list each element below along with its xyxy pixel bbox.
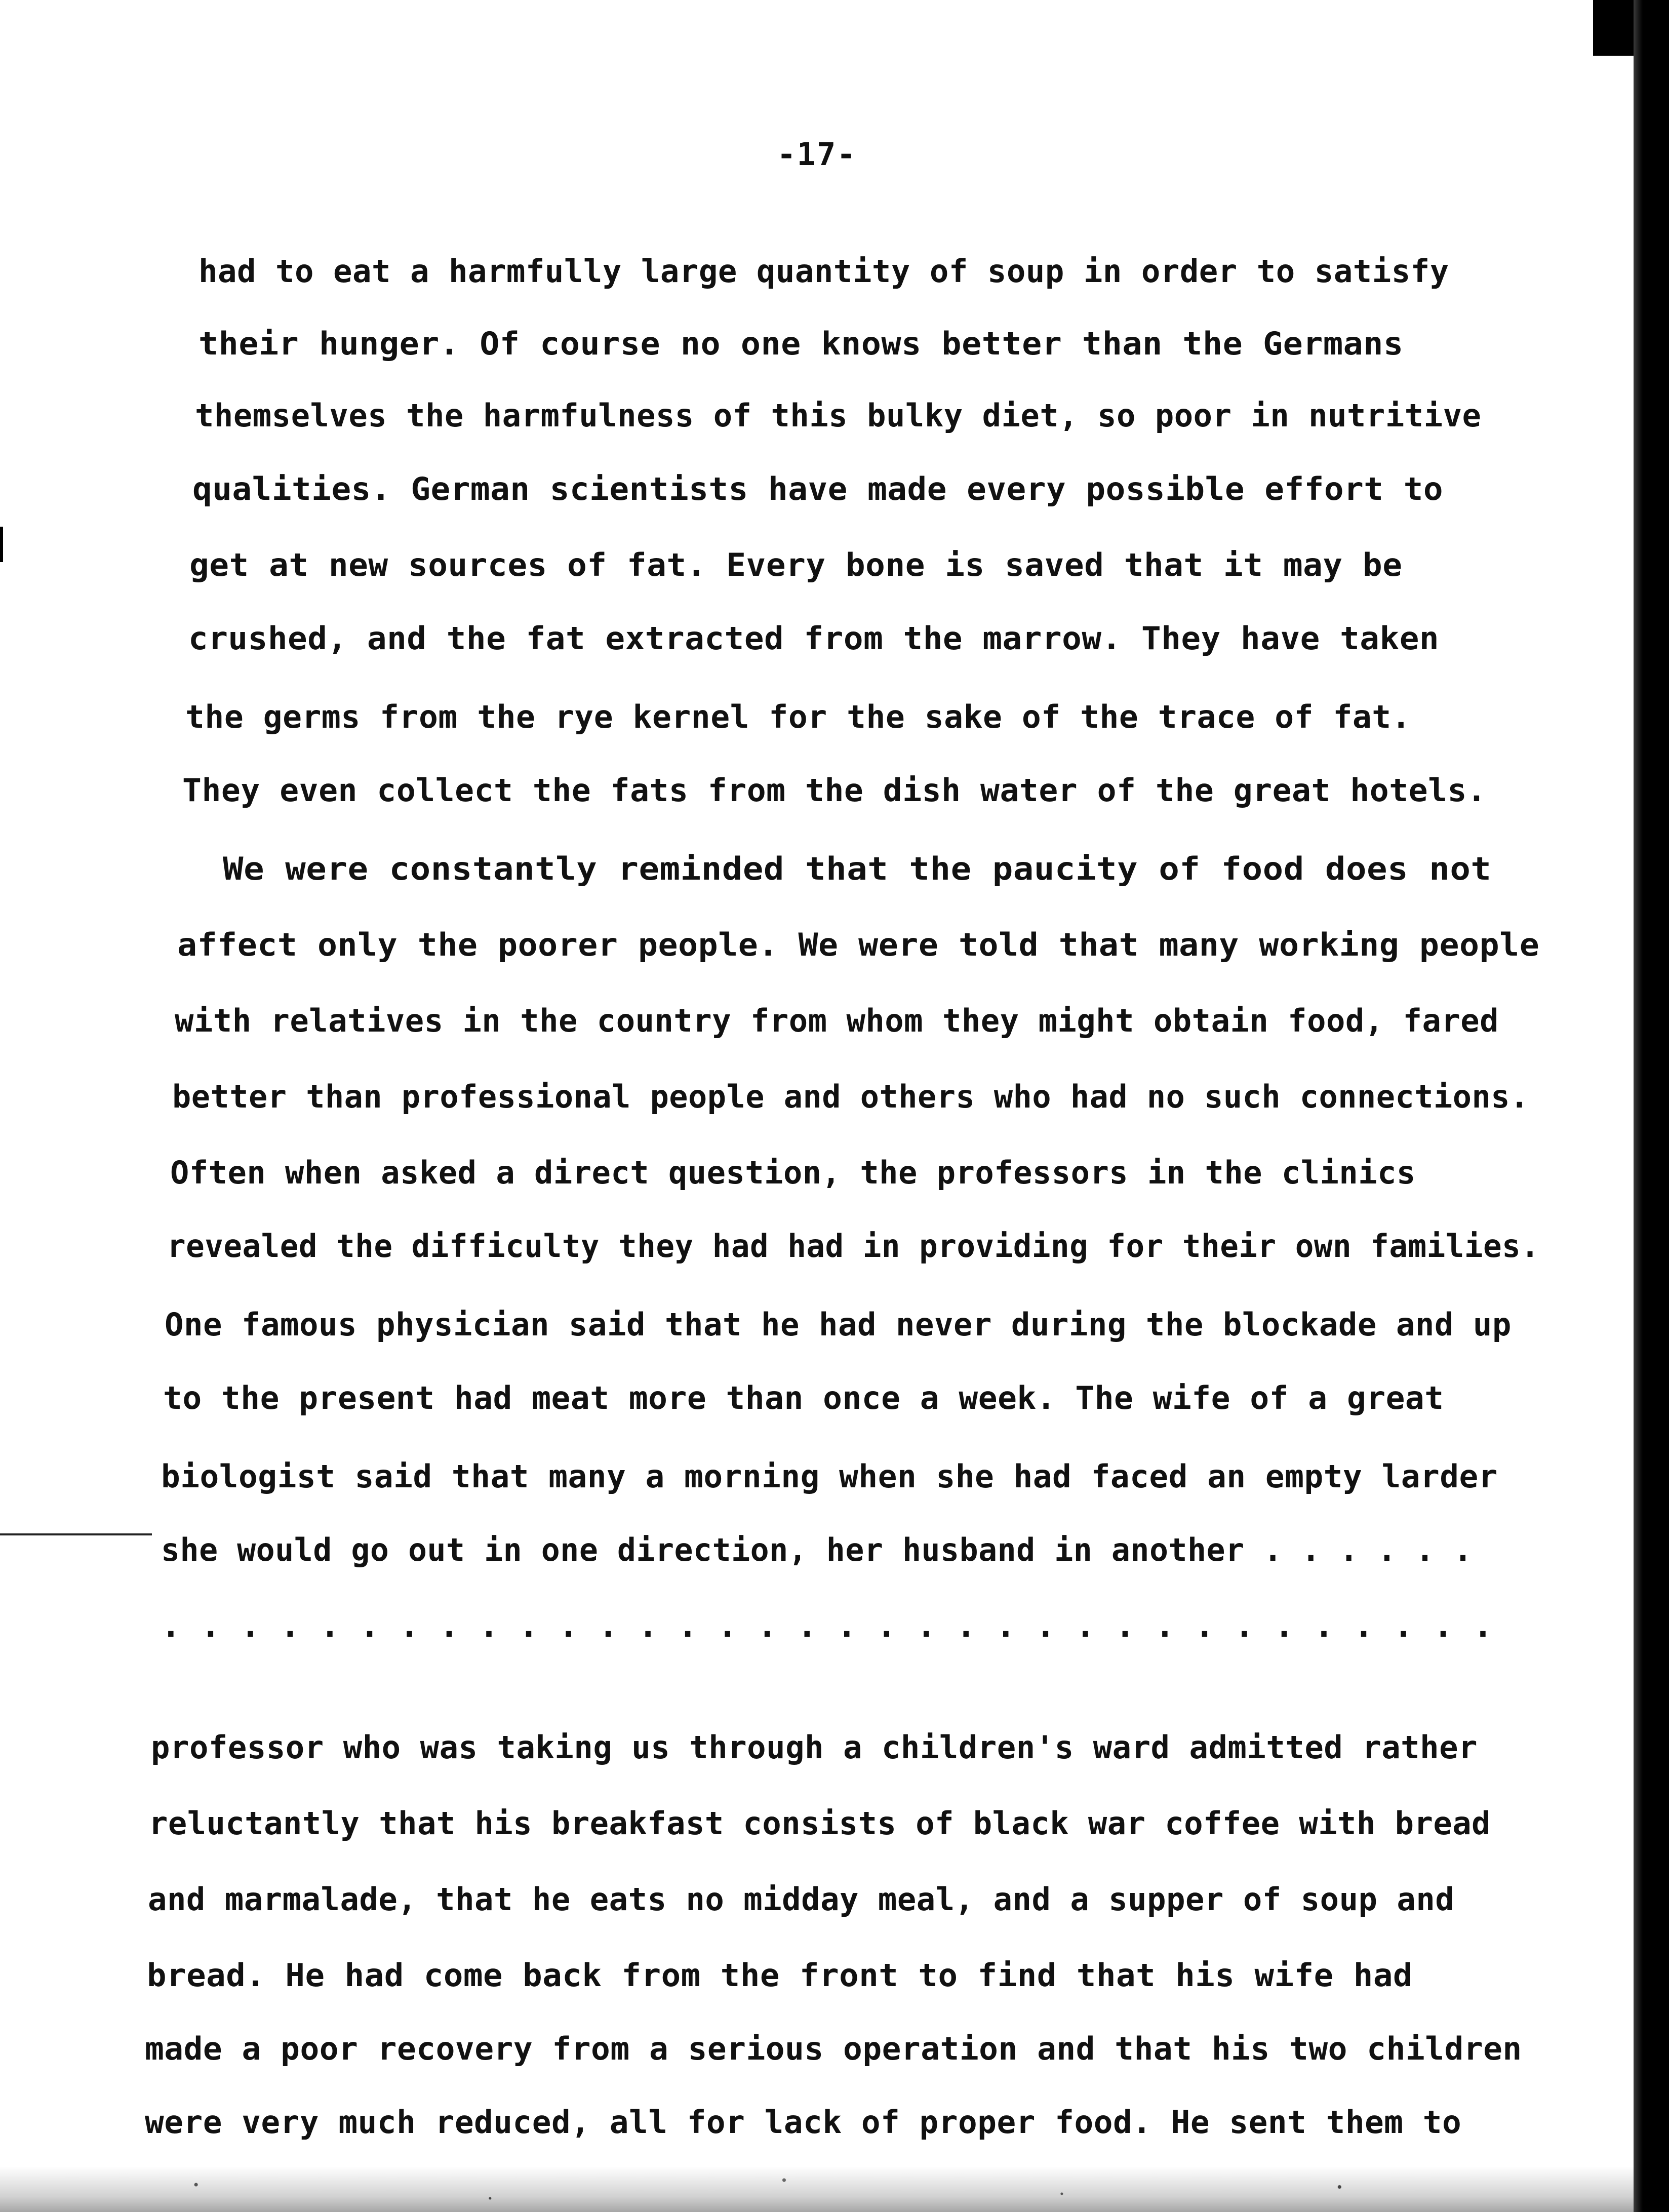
- text-line: professor who was taking us through a children's ward admitted rather: [151, 1729, 1478, 1766]
- text-line: We were constantly reminded that the paucity of food does not: [223, 850, 1492, 887]
- text-line: Often when asked a direct question, the professors in the clinics: [170, 1154, 1416, 1191]
- text-line: with relatives in the country from whom they might obtain food, fared: [175, 1002, 1499, 1039]
- text-line: their hunger. Of course no one knows better than the Germans: [198, 325, 1404, 362]
- text-line: and marmalade, that he eats no midday meal, and a supper of soup and: [148, 1881, 1455, 1918]
- text-line: qualities. German scientists have made every possible effort to: [192, 470, 1444, 507]
- text-line: revealed the difficulty they had had in providing for their own families.: [167, 1228, 1540, 1265]
- text-line: biologist said that many a morning when she had faced an empty larder: [161, 1458, 1498, 1495]
- scan-noise: [0, 2166, 1634, 2212]
- scan-rule: [0, 1533, 152, 1535]
- text-line: better than professional people and others who had no such connections.: [172, 1078, 1529, 1115]
- text-line: . . . . . . . . . . . . . . . . . . . . . . . . . . . . . . . . . .: [161, 1607, 1493, 1644]
- text-line: One famous physician said that he had never during the blockade and up: [165, 1306, 1512, 1343]
- text-line: crushed, and the fat extracted from the marrow. They have taken: [188, 620, 1440, 657]
- text-line: made a poor recovery from a serious operation and that his two children: [145, 2030, 1522, 2067]
- text-line: had to eat a harmfully large quantity of soup in order to satisfy: [198, 253, 1449, 290]
- scan-mark: [0, 527, 3, 562]
- text-line: were very much reduced, all for lack of proper food. He sent them to: [145, 2104, 1462, 2141]
- text-line: reluctantly that his breakfast consists of black war coffee with bread: [149, 1805, 1491, 1842]
- text-line: bread. He had come back from the front to find that his wife had: [147, 1957, 1413, 1994]
- text-line: get at new sources of fat. Every bone is saved that it may be: [189, 546, 1403, 583]
- text-line: the germs from the rye kernel for the sake of the trace of fat.: [185, 698, 1411, 735]
- page-number: -17-: [777, 136, 857, 173]
- text-line: she would go out in one direction, her husband in another . . . . . .: [161, 1531, 1473, 1568]
- text-line: They even collect the fats from the dish water of the great hotels.: [182, 772, 1487, 809]
- text-line: to the present had meat more than once a week. The wife of a great: [163, 1379, 1444, 1416]
- text-line: themselves the harmfulness of this bulky diet, so poor in nutritive: [195, 397, 1482, 434]
- scan-border-right: [1634, 0, 1669, 2212]
- text-line: affect only the poorer people. We were told that many working people: [177, 926, 1540, 963]
